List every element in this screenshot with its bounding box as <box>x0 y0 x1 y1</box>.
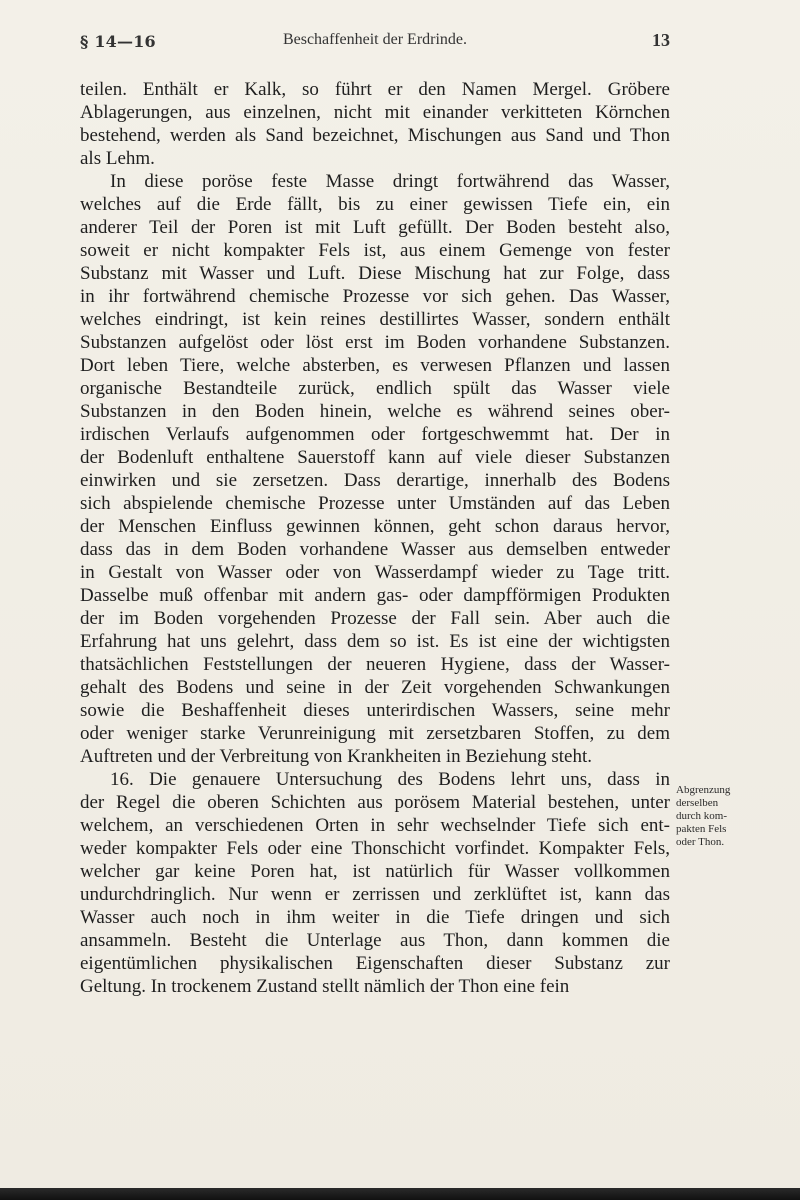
text-line: irdischen Verlaufs aufgenommen oder fortgeschwemmt hat. Der in <box>80 424 670 445</box>
text-line: Substanz mit Wasser und Luft. Diese Mischung hat zur Folge, dass <box>80 263 670 284</box>
text-line: Geltung. In trockenem Zustand stellt nämlich der Thon eine fein <box>80 976 570 997</box>
text-line: der Regel die oberen Schichten aus porösem Material bestehen, unter <box>80 792 670 813</box>
text-line: eigentümlichen physikalischen Eigenschaften dieser Substanz zur <box>80 953 670 974</box>
text-line: sowie die Beshaffenheit dieses unterirdischen Wassers, seine mehr <box>80 700 670 721</box>
text-line: organische Bestandteile zurück, endlich spült das Wasser viele <box>80 378 670 399</box>
text-line: Substanzen in den Boden hinein, welche es während seines ober- <box>80 401 670 422</box>
text-line: welches auf die Erde fällt, bis zu einer gewissen Tiefe ein, ein <box>80 194 670 215</box>
text-line: soweit er nicht kompakter Fels ist, aus einem Gemenge von fester <box>80 240 670 261</box>
margin-note-line: pakten Fels <box>676 823 727 835</box>
page-header <box>80 30 670 64</box>
text-line: Ablagerungen, aus einzelnen, nicht mit einander verkitteten Körnchen <box>80 102 670 123</box>
page-bottom-edge <box>0 1188 800 1200</box>
text-line: In diese poröse feste Masse dringt fortwährend das Wasser, <box>110 171 670 192</box>
text-line: Dasselbe muß offenbar mit andern gas- oder dampfförmigen Produkten <box>80 585 670 606</box>
text-line: sich abspielende chemische Prozesse unter Umständen auf das Leben <box>80 493 670 514</box>
text-line: Substanzen aufgelöst oder löst erst im Boden vorhandene Substanzen. <box>80 332 670 353</box>
text-line: oder weniger starke Verunreinigung mit zersetzbaren Stoffen, zu dem <box>80 723 670 744</box>
text-line: welches eindringt, ist kein reines destillirtes Wasser, sondern enthält <box>80 309 670 330</box>
text-line: weder kompakter Fels oder eine Thonschicht vorfindet. Kompakter Fels, <box>80 838 670 859</box>
body-text <box>80 78 670 998</box>
section-reference: § 14—16 <box>80 32 156 51</box>
text-line: anderer Teil der Poren ist mit Luft gefüllt. Der Boden besteht also, <box>80 217 670 238</box>
text-line: einwirken und sie zersetzen. Dass derartige, innerhalb des Bodens <box>80 470 670 491</box>
text-line: bestehend, werden als Sand bezeichnet, Mischungen aus Sand und Thon <box>80 125 670 146</box>
text-line: undurchdringlich. Nur wenn er zerrissen und zerklüftet ist, kann das <box>80 884 670 905</box>
margin-note-line: Abgrenzung <box>676 784 731 796</box>
text-line: der im Boden vorgehenden Prozesse der Fall sein. Aber auch die <box>80 608 670 629</box>
text-line: als Lehm. <box>80 148 155 169</box>
running-title: Beschaffenheit der Erdrinde. <box>282 31 468 48</box>
text-line: der Bodenluft enthaltene Sauerstoff kann auf viele dieser Substanzen <box>80 447 670 468</box>
text-line: der Menschen Einfluss gewinnen können, geht schon daraus hervor, <box>80 516 670 537</box>
margin-note-line: derselben <box>676 797 719 809</box>
text-line: dass das in dem Boden vorhandene Wasser aus demselben entweder <box>80 539 670 560</box>
text-line: Wasser auch noch in ihm weiter in die Tiefe dringen und sich <box>80 907 670 928</box>
text-line: thatsächlichen Feststellungen der neueren Hygiene, dass der Wasser- <box>80 654 670 675</box>
text-line: 16. Die genauere Untersuchung des Bodens lehrt uns, dass in <box>110 769 670 790</box>
text-line: ansammeln. Besteht die Unterlage aus Thon, dann kommen die <box>80 930 670 951</box>
page-number: 13 <box>652 30 670 50</box>
text-line: in Gestalt von Wasser oder von Wasserdampf wieder zu Tage tritt. <box>80 562 670 583</box>
text-line: Dort leben Tiere, welche absterben, es verwesen Pflanzen und lassen <box>80 355 670 376</box>
margin-note <box>676 784 786 849</box>
text-line: welcher gar keine Poren hat, ist natürlich für Wasser vollkommen <box>80 861 670 882</box>
text-line: Erfahrung hat uns gelehrt, dass dem so ist. Es ist eine der wichtigsten <box>80 631 670 652</box>
text-line: Auftreten und der Verbreitung von Krankheiten in Beziehung steht. <box>80 746 592 767</box>
text-line: teilen. Enthält er Kalk, so führt er den Namen Mergel. Gröbere <box>80 79 670 100</box>
margin-note-line: oder Thon. <box>676 836 725 848</box>
text-line: in ihr fortwährend chemische Prozesse vor sich gehen. Das Wasser, <box>80 286 670 307</box>
text-line: welchem, an verschiedenen Orten in sehr wechselnder Tiefe sich ent- <box>80 815 670 836</box>
text-line: gehalt des Bodens und seine in der Zeit vorgehenden Schwankungen <box>80 677 670 698</box>
margin-note-line: durch kom- <box>676 810 728 822</box>
